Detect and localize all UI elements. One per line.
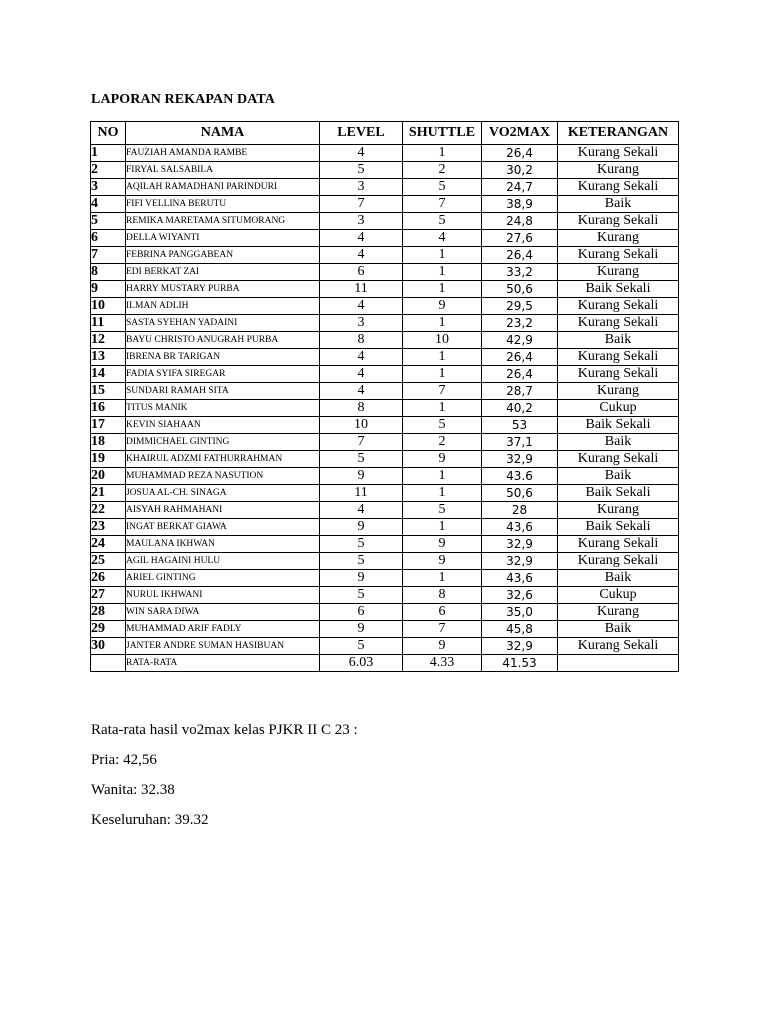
cell-keterangan: Kurang Sekali — [558, 536, 679, 553]
cell-no: 9 — [91, 281, 126, 298]
cell-shuttle: 5 — [403, 417, 482, 434]
cell-keterangan: Kurang — [558, 264, 679, 281]
cell-no: 4 — [91, 196, 126, 213]
table-row — [91, 519, 679, 536]
table-row — [91, 400, 679, 417]
cell-level: 8 — [320, 332, 403, 349]
cell-no: 29 — [91, 621, 126, 638]
table-row — [91, 451, 679, 468]
cell-shuttle: 8 — [403, 587, 482, 604]
cell-keterangan: Kurang Sekali — [558, 145, 679, 162]
cell-nama: IBRENA BR TARIGAN — [126, 349, 320, 366]
cell-nama: WIN SARA DIWA — [126, 604, 320, 621]
cell-nama: ARIEL GINTING — [126, 570, 320, 587]
cell-level: 4 — [320, 349, 403, 366]
average-no-cell — [91, 655, 126, 672]
cell-shuttle: 7 — [403, 621, 482, 638]
cell-level: 5 — [320, 162, 403, 179]
cell-nama: HARRY MUSTARY PURBA — [126, 281, 320, 298]
cell-level: 3 — [320, 315, 403, 332]
cell-keterangan: Cukup — [558, 587, 679, 604]
cell-nama: JANTER ANDRE SUMAN HASIBUAN — [126, 638, 320, 655]
cell-no: 8 — [91, 264, 126, 281]
cell-level: 4 — [320, 145, 403, 162]
cell-keterangan: Baik Sekali — [558, 519, 679, 536]
cell-no: 15 — [91, 383, 126, 400]
cell-vo2max: 32,6 — [482, 587, 558, 604]
cell-no: 25 — [91, 553, 126, 570]
cell-shuttle: 2 — [403, 434, 482, 451]
cell-level: 5 — [320, 553, 403, 570]
table-row — [91, 162, 679, 179]
cell-keterangan: Kurang Sekali — [558, 451, 679, 468]
cell-level: 7 — [320, 434, 403, 451]
cell-shuttle: 4 — [403, 230, 482, 247]
cell-nama: MUHAMMAD ARIF FADLY — [126, 621, 320, 638]
table-row — [91, 145, 679, 162]
cell-vo2max: 33,2 — [482, 264, 558, 281]
cell-vo2max: 38,9 — [482, 196, 558, 213]
cell-no: 13 — [91, 349, 126, 366]
cell-level: 5 — [320, 451, 403, 468]
cell-no: 10 — [91, 298, 126, 315]
cell-vo2max: 29,5 — [482, 298, 558, 315]
cell-vo2max: 28,7 — [482, 383, 558, 400]
table-row — [91, 247, 679, 264]
cell-nama: AGIL HAGAINI HULU — [126, 553, 320, 570]
cell-keterangan: Kurang — [558, 162, 679, 179]
cell-keterangan: Kurang — [558, 502, 679, 519]
cell-nama: MUHAMMAD REZA NASUTION — [126, 468, 320, 485]
cell-keterangan: Kurang Sekali — [558, 298, 679, 315]
table-row — [91, 485, 679, 502]
cell-nama: NURUL IKHWANI — [126, 587, 320, 604]
cell-no: 28 — [91, 604, 126, 621]
cell-level: 4 — [320, 298, 403, 315]
cell-shuttle: 10 — [403, 332, 482, 349]
cell-vo2max: 37,1 — [482, 434, 558, 451]
cell-level: 9 — [320, 519, 403, 536]
cell-vo2max: 32,9 — [482, 536, 558, 553]
cell-shuttle: 9 — [403, 553, 482, 570]
cell-keterangan: Baik Sekali — [558, 485, 679, 502]
cell-vo2max: 28 — [482, 502, 558, 519]
cell-level: 11 — [320, 281, 403, 298]
table-row — [91, 587, 679, 604]
cell-no: 30 — [91, 638, 126, 655]
cell-shuttle: 5 — [403, 213, 482, 230]
cell-no: 6 — [91, 230, 126, 247]
cell-vo2max: 43,6 — [482, 570, 558, 587]
table-row — [91, 604, 679, 621]
cell-no: 17 — [91, 417, 126, 434]
cell-level: 8 — [320, 400, 403, 417]
cell-level: 11 — [320, 485, 403, 502]
cell-vo2max: 50,6 — [482, 281, 558, 298]
cell-no: 22 — [91, 502, 126, 519]
header-level: LEVEL — [320, 122, 403, 145]
table-row — [91, 281, 679, 298]
cell-shuttle: 6 — [403, 604, 482, 621]
cell-nama: BAYU CHRISTO ANUGRAH PURBA — [126, 332, 320, 349]
cell-keterangan: Baik — [558, 570, 679, 587]
cell-no: 23 — [91, 519, 126, 536]
cell-shuttle: 1 — [403, 366, 482, 383]
cell-nama: FEBRINA PANGGABEAN — [126, 247, 320, 264]
cell-nama: JOSUA AL-CH. SINAGA — [126, 485, 320, 502]
cell-keterangan: Kurang Sekali — [558, 179, 679, 196]
table-row — [91, 621, 679, 638]
cell-vo2max: 24,7 — [482, 179, 558, 196]
cell-keterangan: Kurang Sekali — [558, 553, 679, 570]
header-shuttle: SHUTTLE — [403, 122, 482, 145]
table-row — [91, 298, 679, 315]
header-keterangan: KETERANGAN — [558, 122, 679, 145]
cell-vo2max: 35,0 — [482, 604, 558, 621]
cell-nama: AQILAH RAMADHANI PARINDURI — [126, 179, 320, 196]
cell-shuttle: 7 — [403, 196, 482, 213]
header-vo2max: VO2MAX — [482, 122, 558, 145]
cell-vo2max: 50,6 — [482, 485, 558, 502]
cell-vo2max: 53 — [482, 417, 558, 434]
cell-vo2max: 43.6 — [482, 468, 558, 485]
cell-level: 10 — [320, 417, 403, 434]
cell-level: 7 — [320, 196, 403, 213]
cell-shuttle: 2 — [403, 162, 482, 179]
cell-keterangan: Kurang Sekali — [558, 638, 679, 655]
cell-shuttle: 1 — [403, 570, 482, 587]
cell-shuttle: 1 — [403, 519, 482, 536]
cell-shuttle: 5 — [403, 179, 482, 196]
cell-no: 24 — [91, 536, 126, 553]
table-header-row — [91, 122, 679, 145]
table-row — [91, 434, 679, 451]
cell-vo2max: 27,6 — [482, 230, 558, 247]
table-row — [91, 417, 679, 434]
cell-no: 7 — [91, 247, 126, 264]
cell-no: 2 — [91, 162, 126, 179]
data-table — [90, 121, 679, 672]
average-level: 6.03 — [320, 655, 403, 672]
summary-heading: Rata-rata hasil vo2max kelas PJKR II C 23 : — [91, 722, 358, 738]
cell-vo2max: 43,6 — [482, 519, 558, 536]
cell-vo2max: 26,4 — [482, 145, 558, 162]
cell-shuttle: 1 — [403, 315, 482, 332]
cell-level: 9 — [320, 468, 403, 485]
cell-keterangan: Kurang — [558, 604, 679, 621]
cell-no: 20 — [91, 468, 126, 485]
cell-no: 27 — [91, 587, 126, 604]
cell-shuttle: 1 — [403, 349, 482, 366]
cell-keterangan: Kurang Sekali — [558, 315, 679, 332]
table-row — [91, 264, 679, 281]
cell-shuttle: 9 — [403, 638, 482, 655]
cell-nama: KHAIRUL ADZMI FATHURRAHMAN — [126, 451, 320, 468]
table-row — [91, 230, 679, 247]
cell-no: 21 — [91, 485, 126, 502]
average-keterangan-cell — [558, 655, 679, 672]
cell-level: 5 — [320, 536, 403, 553]
cell-vo2max: 42,9 — [482, 332, 558, 349]
cell-nama: FADIA SYIFA SIREGAR — [126, 366, 320, 383]
table-row — [91, 349, 679, 366]
cell-level: 6 — [320, 604, 403, 621]
cell-nama: KEVIN SIAHAAN — [126, 417, 320, 434]
cell-no: 26 — [91, 570, 126, 587]
cell-vo2max: 24,8 — [482, 213, 558, 230]
cell-nama: ILMAN ADLIH — [126, 298, 320, 315]
table-row — [91, 315, 679, 332]
cell-shuttle: 1 — [403, 468, 482, 485]
cell-level: 4 — [320, 502, 403, 519]
average-label: RATA-RATA — [126, 655, 320, 672]
cell-nama: FIFI VELLINA BERUTU — [126, 196, 320, 213]
cell-nama: SASTA SYEHAN YADAINI — [126, 315, 320, 332]
table-row — [91, 196, 679, 213]
table-row — [91, 502, 679, 519]
header-no: NO — [91, 122, 126, 145]
cell-no: 11 — [91, 315, 126, 332]
cell-keterangan: Kurang Sekali — [558, 366, 679, 383]
cell-nama: FAUZIAH AMANDA RAMBE — [126, 145, 320, 162]
table-body — [91, 145, 679, 672]
cell-no: 18 — [91, 434, 126, 451]
cell-keterangan: Kurang Sekali — [558, 213, 679, 230]
cell-nama: SUNDARI RAMAH SITA — [126, 383, 320, 400]
table-row — [91, 366, 679, 383]
report-title: LAPORAN REKAPAN DATA — [91, 92, 275, 107]
cell-level: 6 — [320, 264, 403, 281]
cell-keterangan: Cukup — [558, 400, 679, 417]
cell-level: 9 — [320, 621, 403, 638]
cell-vo2max: 32,9 — [482, 553, 558, 570]
cell-nama: FIRYAL SALSABILA — [126, 162, 320, 179]
cell-shuttle: 1 — [403, 281, 482, 298]
cell-nama: DIMMICHAEL GINTING — [126, 434, 320, 451]
table-row — [91, 468, 679, 485]
cell-keterangan: Kurang — [558, 230, 679, 247]
cell-keterangan: Baik — [558, 196, 679, 213]
cell-keterangan: Baik — [558, 621, 679, 638]
cell-vo2max: 40,2 — [482, 400, 558, 417]
cell-nama: DELLA WIYANTI — [126, 230, 320, 247]
cell-no: 5 — [91, 213, 126, 230]
cell-nama: EDI BERKAT ZAI — [126, 264, 320, 281]
cell-keterangan: Baik Sekali — [558, 417, 679, 434]
average-row — [91, 655, 679, 672]
cell-keterangan: Baik — [558, 332, 679, 349]
cell-keterangan: Kurang — [558, 383, 679, 400]
average-vo2max: 41.53 — [482, 655, 558, 672]
cell-vo2max: 26,4 — [482, 247, 558, 264]
cell-shuttle: 1 — [403, 485, 482, 502]
cell-level: 4 — [320, 366, 403, 383]
cell-no: 16 — [91, 400, 126, 417]
cell-no: 1 — [91, 145, 126, 162]
cell-keterangan: Kurang Sekali — [558, 247, 679, 264]
cell-level: 3 — [320, 213, 403, 230]
table-row — [91, 570, 679, 587]
cell-no: 12 — [91, 332, 126, 349]
cell-shuttle: 1 — [403, 264, 482, 281]
cell-keterangan: Kurang Sekali — [558, 349, 679, 366]
cell-shuttle: 1 — [403, 400, 482, 417]
cell-shuttle: 9 — [403, 451, 482, 468]
cell-vo2max: 26,4 — [482, 366, 558, 383]
summary-keseluruhan: Keseluruhan: 39.32 — [91, 812, 209, 828]
cell-level: 5 — [320, 587, 403, 604]
cell-shuttle: 9 — [403, 536, 482, 553]
cell-level: 3 — [320, 179, 403, 196]
cell-shuttle: 1 — [403, 145, 482, 162]
cell-vo2max: 32,9 — [482, 451, 558, 468]
cell-vo2max: 30,2 — [482, 162, 558, 179]
cell-level: 5 — [320, 638, 403, 655]
cell-level: 4 — [320, 383, 403, 400]
cell-shuttle: 5 — [403, 502, 482, 519]
table-row — [91, 536, 679, 553]
cell-nama: REMIKA MARETAMA SITUMORANG — [126, 213, 320, 230]
cell-no: 3 — [91, 179, 126, 196]
summary-pria: Pria: 42,56 — [91, 752, 157, 768]
cell-vo2max: 26,4 — [482, 349, 558, 366]
cell-shuttle: 1 — [403, 247, 482, 264]
cell-no: 19 — [91, 451, 126, 468]
cell-vo2max: 23,2 — [482, 315, 558, 332]
cell-vo2max: 32,9 — [482, 638, 558, 655]
cell-no: 14 — [91, 366, 126, 383]
cell-nama: TITUS MANIK — [126, 400, 320, 417]
cell-shuttle: 7 — [403, 383, 482, 400]
cell-keterangan: Baik — [558, 468, 679, 485]
table-row — [91, 332, 679, 349]
table-row — [91, 553, 679, 570]
summary-wanita: Wanita: 32.38 — [91, 782, 175, 798]
cell-level: 9 — [320, 570, 403, 587]
cell-keterangan: Baik — [558, 434, 679, 451]
table-row — [91, 383, 679, 400]
table-row — [91, 638, 679, 655]
cell-level: 4 — [320, 230, 403, 247]
cell-nama: INGAT BERKAT GIAWA — [126, 519, 320, 536]
table-row — [91, 213, 679, 230]
header-nama: NAMA — [126, 122, 320, 145]
cell-shuttle: 9 — [403, 298, 482, 315]
cell-vo2max: 45,8 — [482, 621, 558, 638]
average-shuttle: 4.33 — [403, 655, 482, 672]
cell-nama: MAULANA IKHWAN — [126, 536, 320, 553]
cell-nama: AISYAH RAHMAHANI — [126, 502, 320, 519]
cell-level: 4 — [320, 247, 403, 264]
cell-keterangan: Baik Sekali — [558, 281, 679, 298]
table-row — [91, 179, 679, 196]
